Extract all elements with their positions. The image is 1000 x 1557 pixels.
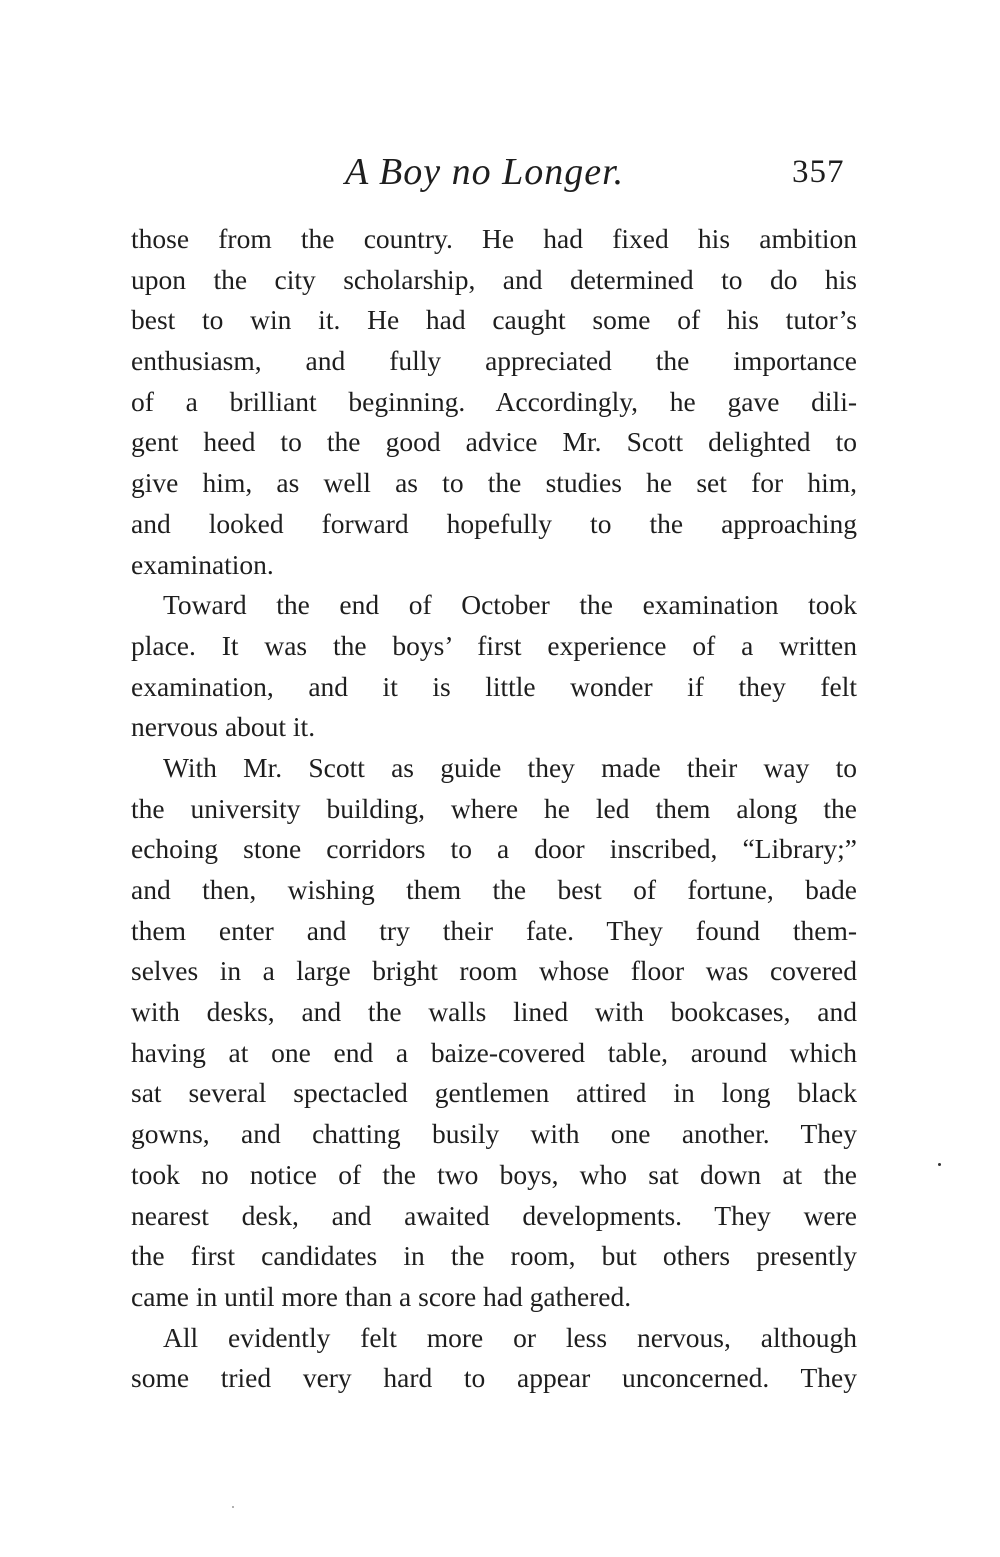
text-line: examination.	[131, 548, 274, 580]
text-line: took no notice of the two boys, who sat down at the	[131, 1158, 857, 1190]
text-line: All evidently felt more or less nervous, although	[163, 1321, 857, 1353]
text-line: and looked forward hopefully to the approaching	[131, 507, 857, 539]
text-line: gowns, and chatting busily with one another. They	[131, 1118, 857, 1150]
text-line: gent heed to the good advice Mr. Scott delighted to	[131, 426, 857, 458]
text-line: with desks, and the walls lined with bookcases, and	[131, 996, 857, 1028]
running-head	[0, 150, 1000, 210]
paragraph-4	[131, 1318, 857, 1399]
paragraph-1	[131, 219, 857, 585]
page-number: 357	[792, 154, 845, 190]
paragraph-3	[131, 748, 857, 1318]
text-line: Toward the end of October the examination took	[163, 589, 857, 621]
text-line: give him, as well as to the studies he set for him,	[131, 467, 857, 499]
text-line: selves in a large bright room whose floor was covered	[131, 955, 857, 987]
text-line: nearest desk, and awaited developments. They were	[131, 1199, 857, 1231]
text-line: place. It was the boys’ first experience of a written	[131, 629, 857, 661]
text-line: some tried very hard to appear unconcerned. They	[131, 1362, 857, 1394]
text-line: nervous about it.	[131, 711, 316, 743]
text-line: the university building, where he led them along the	[131, 792, 857, 824]
text-line: enthusiasm, and fully appreciated the importance	[131, 345, 857, 377]
print-speck	[232, 1506, 234, 1508]
text-line: best to win it. He had caught some of his tutor’s	[131, 304, 857, 336]
body-text	[131, 219, 857, 1399]
text-line: examination, and it is little wonder if they felt	[131, 670, 857, 702]
text-line: echoing stone corridors to a door inscribed, “Library;”	[131, 833, 857, 865]
text-line: them enter and try their fate. They found them-	[131, 914, 857, 946]
text-line: and then, wishing them the best of fortune, bade	[131, 874, 857, 905]
running-title: A Boy no Longer.	[345, 151, 625, 193]
print-speck	[938, 1163, 941, 1166]
paragraph-2	[131, 585, 857, 748]
text-line: those from the country. He had fixed his ambition	[131, 223, 857, 254]
text-line: With Mr. Scott as guide they made their way to	[163, 751, 857, 783]
text-line: sat several spectacled gentlemen attired in long black	[131, 1077, 857, 1109]
text-line: of a brilliant beginning. Accordingly, he gave dili-	[131, 385, 857, 417]
text-line: having at one end a baize-covered table, around which	[131, 1036, 857, 1068]
text-line: came in until more than a score had gathered.	[131, 1280, 632, 1312]
text-line: upon the city scholarship, and determined to do his	[131, 263, 857, 295]
text-line: the first candidates in the room, but others presently	[131, 1240, 857, 1272]
